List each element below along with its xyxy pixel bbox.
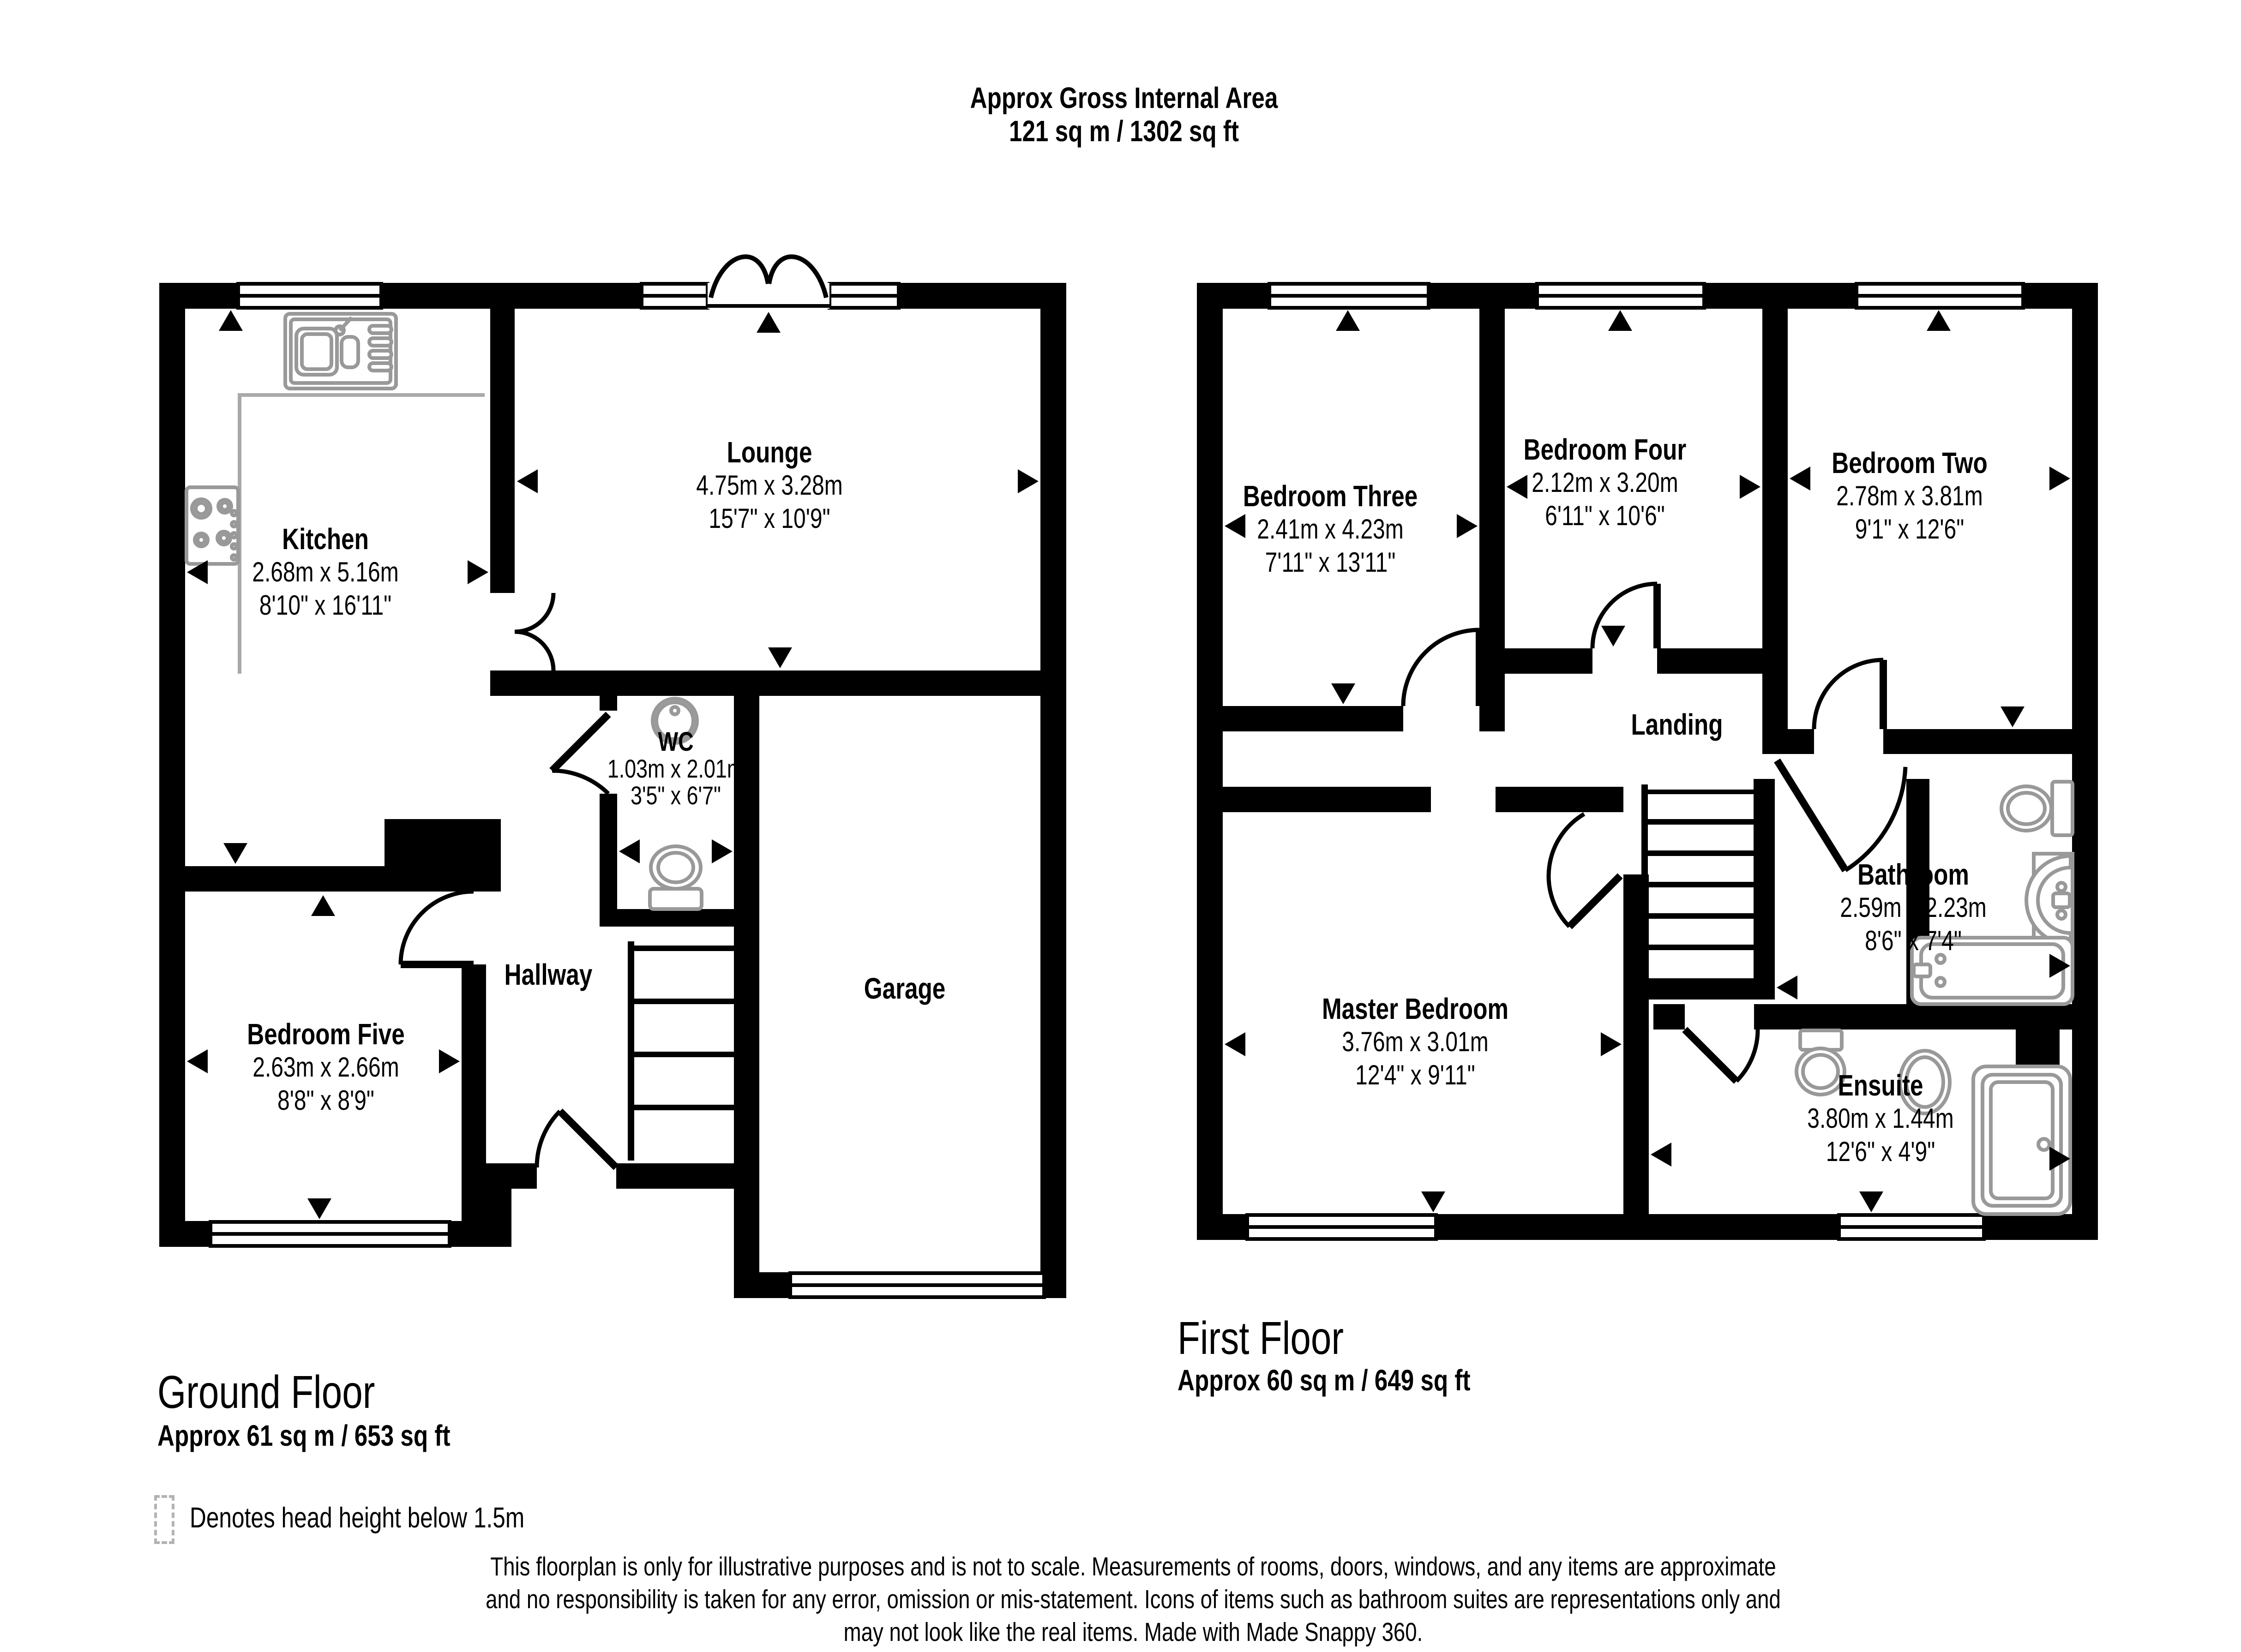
ground-floor-area: Approx 61 sq m / 653 sq ft: [157, 1419, 451, 1452]
arrow-left-icon: [1777, 976, 1797, 1000]
shower-icon: [1973, 1066, 2070, 1214]
room-metric: 2.68m x 5.16m: [252, 557, 399, 587]
disclaimer-line2: and no responsibility is taken for any error, omission or mis-statement. Icons of items such as bathroom suites are representations only and: [486, 1585, 1781, 1614]
room-metric: 3.76m x 3.01m: [1342, 1026, 1489, 1057]
room-metric: 2.63m x 2.66m: [252, 1052, 399, 1083]
room-metric: 2.41m x 4.23m: [1257, 514, 1404, 545]
first-walls: [1197, 283, 2098, 1240]
room-imperial: 6'11" x 10'6": [1545, 500, 1665, 531]
room-label-landing: [1631, 708, 1723, 741]
arrow-down-icon: [1331, 683, 1355, 704]
arrow-left-icon: [619, 839, 640, 863]
room-name: Bedroom Three: [1243, 479, 1418, 513]
arrow-right-icon: [468, 560, 488, 584]
room-name: Bathroom: [1857, 858, 1969, 891]
room-name: Bedroom Two: [1832, 446, 1988, 479]
room-name: Master Bedroom: [1322, 992, 1508, 1025]
room-label-bedroom-four: [1524, 433, 1687, 533]
arrow-down-icon: [307, 1198, 331, 1219]
room-label-kitchen: [252, 522, 398, 622]
room-label-bathroom: [1840, 858, 1986, 958]
ground-floor-title: Ground Floor: [157, 1366, 375, 1418]
disclaimer-line1: This floorplan is only for illustrative purposes and is not to scale. Measurements of rooms, doors, windows, and any items are approximate: [490, 1552, 1776, 1581]
arrow-down-icon: [1859, 1191, 1883, 1212]
arrow-left-icon: [1651, 1143, 1671, 1167]
room-label-hallway: [505, 958, 593, 991]
room-imperial: 12'6" x 4'9": [1826, 1136, 1935, 1167]
arrow-up-icon: [219, 310, 243, 331]
room-metric: 2.78m x 3.81m: [1836, 480, 1983, 511]
arrow-left-icon: [517, 469, 538, 493]
bathroom-basin-icon: [2026, 854, 2073, 947]
room-name: Bedroom Four: [1523, 433, 1687, 466]
kitchen-sink-icon: [285, 314, 396, 389]
room-imperial: 7'11" x 13'11": [1265, 547, 1396, 578]
arrow-left-icon: [187, 1049, 208, 1073]
room-label-wc: [607, 729, 744, 809]
room-imperial: 3'5" x 6'7": [631, 781, 721, 810]
arrow-left-icon: [1225, 1032, 1245, 1056]
arrow-right-icon: [439, 1049, 460, 1073]
room-label-master-bedroom: [1322, 992, 1508, 1092]
bathroom-toilet-icon: [2001, 782, 2073, 835]
disclaimer: [486, 1550, 1781, 1649]
room-name: Garage: [864, 972, 946, 1005]
stairs-icon: [1648, 792, 1754, 947]
room-imperial: 8'6" x 7'4": [1865, 925, 1962, 956]
room-label-garage: [864, 972, 945, 1005]
room-name: Bedroom Five: [247, 1018, 405, 1051]
room-name: Kitchen: [282, 522, 369, 556]
disclaimer-line3: may not look like the real items. Made with Made Snappy 360.: [843, 1617, 1423, 1647]
arrow-down-icon: [223, 843, 247, 864]
room-imperial: 9'1" x 12'6": [1855, 514, 1965, 545]
arrow-right-icon: [1018, 469, 1039, 493]
first-floor-plan: [1197, 283, 2098, 1240]
room-metric: 1.03m x 2.01m: [607, 754, 745, 783]
arrow-up-icon: [311, 895, 335, 916]
room-metric: 3.80m x 1.44m: [1807, 1103, 1954, 1134]
room-name: Lounge: [727, 436, 812, 469]
arrow-down-icon: [1601, 626, 1625, 646]
first-floor-area: Approx 60 sq m / 649 sq ft: [1178, 1364, 1471, 1397]
room-imperial: 8'10" x 16'11": [259, 590, 392, 621]
arrow-down-icon: [2001, 706, 2025, 727]
room-label-bedroom-three: [1243, 479, 1418, 579]
room-label-ensuite: [1807, 1069, 1953, 1168]
room-name: Ensuite: [1838, 1069, 1923, 1102]
head-height-legend: Denotes head height below 1.5m: [190, 1502, 525, 1534]
gross-internal-area-header: [970, 81, 1278, 148]
room-imperial: 15'7" x 10'9": [709, 503, 830, 534]
head-height-box-icon: [154, 1495, 174, 1544]
header-line1: Approx Gross Internal Area: [970, 81, 1278, 114]
room-name: Hallway: [504, 958, 593, 991]
room-imperial: 8'8" x 8'9": [277, 1085, 374, 1116]
room-metric: 4.75m x 3.28m: [696, 470, 843, 501]
wc-toilet-icon: [650, 846, 702, 909]
arrow-down-icon: [768, 647, 792, 668]
arrow-right-icon: [1740, 475, 1760, 499]
arrow-right-icon: [712, 839, 733, 863]
hob-icon: [186, 487, 238, 564]
stairs-icon: [628, 941, 734, 1161]
arrow-up-icon: [1336, 310, 1360, 331]
room-label-bedroom-five: [247, 1018, 404, 1117]
arrow-right-icon: [1457, 514, 1478, 538]
arrow-left-icon: [1225, 514, 1245, 538]
room-name: Landing: [1631, 708, 1723, 741]
arrow-left-icon: [1790, 467, 1810, 491]
arrow-up-icon: [1608, 310, 1632, 331]
arrow-down-icon: [1421, 1191, 1445, 1212]
room-imperial: 12'4" x 9'11": [1355, 1059, 1475, 1090]
arrow-up-icon: [757, 312, 781, 333]
room-metric: 2.12m x 3.20m: [1532, 467, 1678, 498]
room-label-bedroom-two: [1832, 446, 1988, 546]
room-label-lounge: [696, 436, 842, 535]
first-floor-title: First Floor: [1178, 1312, 1344, 1364]
room-metric: 2.59m x 2.23m: [1840, 892, 1987, 923]
arrow-right-icon: [1601, 1032, 1622, 1056]
arrow-up-icon: [1927, 310, 1951, 331]
room-name: WC: [658, 727, 694, 757]
header-line2: 121 sq m / 1302 sq ft: [1009, 114, 1239, 148]
arrow-right-icon: [2049, 467, 2070, 491]
